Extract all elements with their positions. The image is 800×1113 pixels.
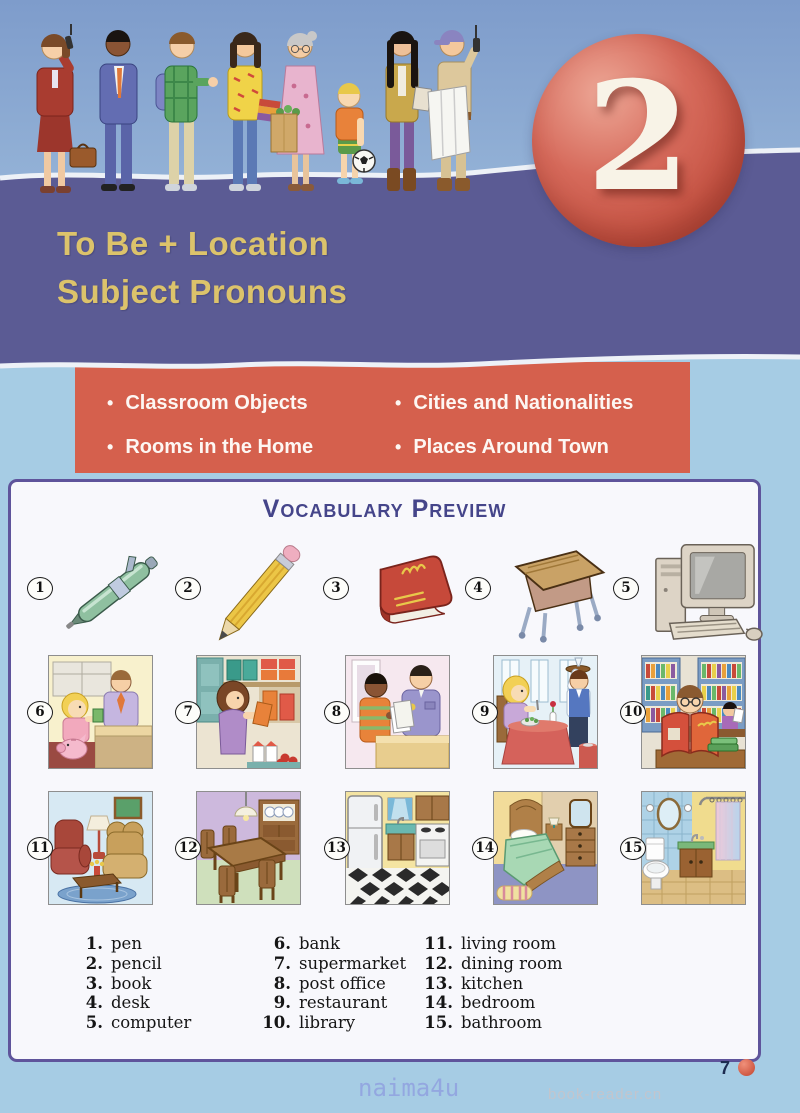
library-scene [641, 655, 746, 769]
word-list-item: 13 . kitchen [423, 974, 563, 994]
word-list-item: 11 . living room [423, 934, 563, 954]
vocab-item-book [323, 533, 465, 643]
word-list-item: 6 . bank [261, 934, 406, 954]
vocab-item-desk [465, 533, 613, 643]
vocab-row-objects [27, 526, 746, 650]
word-list-item: 1 . pen [73, 934, 191, 954]
item-number-badge: 7 [175, 701, 201, 724]
vocabulary-preview-panel [8, 479, 761, 1062]
pencil-icon [205, 533, 323, 643]
word-list-item: 5 . computer [73, 1013, 191, 1033]
word-list-item: 4 . desk [73, 993, 191, 1013]
item-number-badge: 15 [620, 837, 646, 860]
hero-header [0, 0, 800, 480]
computer-icon [643, 533, 765, 643]
restaurant-scene [493, 655, 598, 769]
living-room-scene [48, 791, 153, 905]
item-number-badge: 9 [472, 701, 498, 724]
topic-cities-nationalities: • Cities and Nationalities [395, 392, 690, 429]
topic-rooms-home: • Rooms in the Home [107, 436, 395, 473]
vocabulary-preview-heading: Vocabulary Preview [262, 495, 507, 523]
vocab-item-pen [27, 533, 175, 643]
item-number-badge: 12 [175, 837, 201, 860]
word-list-item: 7 . supermarket [261, 954, 406, 974]
item-number-badge: 6 [27, 701, 53, 724]
page-title [57, 220, 347, 316]
supermarket-scene [196, 655, 301, 769]
book-icon [353, 533, 465, 643]
watermark-naima4u: naima4u [358, 1074, 460, 1102]
vocab-item-bathroom [620, 791, 746, 905]
title-line-2: Subject Pronouns [57, 273, 348, 310]
word-list-item: 14 . bedroom [423, 993, 563, 1013]
item-number-badge: 10 [620, 701, 646, 724]
desk-icon [495, 533, 613, 643]
post-office-scene [345, 655, 450, 769]
item-number-badge: 14 [472, 837, 498, 860]
vocab-item-living-room [27, 791, 153, 905]
item-number-badge: 11 [27, 837, 53, 860]
vocab-item-post-office [324, 655, 450, 769]
dining-room-scene [196, 791, 301, 905]
bedroom-scene [493, 791, 598, 905]
vocab-item-restaurant [472, 655, 598, 769]
word-list-item: 8 . post office [261, 974, 406, 994]
item-number-badge: 8 [324, 701, 350, 724]
item-number-badge: 4 [465, 577, 491, 600]
vocab-item-library [620, 655, 746, 769]
vocab-row-rooms [27, 792, 746, 904]
title-line-1: To Be + Location [57, 225, 330, 262]
vocab-item-kitchen [324, 791, 450, 905]
topic-places-town: • Places Around Town [395, 436, 690, 473]
page-number: 7 [719, 1058, 730, 1078]
word-list-column-1 [73, 934, 191, 1033]
word-list-item: 2 . pencil [73, 954, 191, 974]
bank-scene [48, 655, 153, 769]
vocab-item-computer [613, 533, 765, 643]
word-list-column-2 [261, 934, 406, 1033]
topic-classroom-objects: • Classroom Objects [107, 392, 395, 429]
bathroom-scene [641, 791, 746, 905]
kitchen-scene [345, 791, 450, 905]
word-list-column-3 [423, 934, 563, 1033]
word-list-item: 15 . bathroom [423, 1013, 563, 1033]
vocab-item-bedroom [472, 791, 598, 905]
item-number-badge: 3 [323, 577, 349, 600]
vocab-item-bank [27, 655, 153, 769]
word-list-item: 3 . book [73, 974, 191, 994]
watermark-book-reader: book-reader.cn [548, 1086, 663, 1103]
vocab-item-supermarket [175, 655, 301, 769]
item-number-badge: 2 [175, 577, 201, 600]
item-number-badge: 1 [27, 577, 53, 600]
chapter-badge [532, 34, 745, 247]
word-list-item: 9 . restaurant [261, 993, 406, 1013]
vocab-item-pencil [175, 533, 323, 643]
vocab-row-places [27, 656, 746, 768]
vocab-item-dining-room [175, 791, 301, 905]
item-number-badge: 5 [613, 577, 639, 600]
chapter-number: 2 [586, 48, 691, 225]
pen-icon [57, 533, 175, 643]
topics-list [75, 362, 690, 473]
word-list-item: 12 . dining room [423, 954, 563, 974]
page-dot-icon [738, 1059, 755, 1076]
item-number-badge: 13 [324, 837, 350, 860]
word-list-item: 10 . library [261, 1013, 406, 1033]
